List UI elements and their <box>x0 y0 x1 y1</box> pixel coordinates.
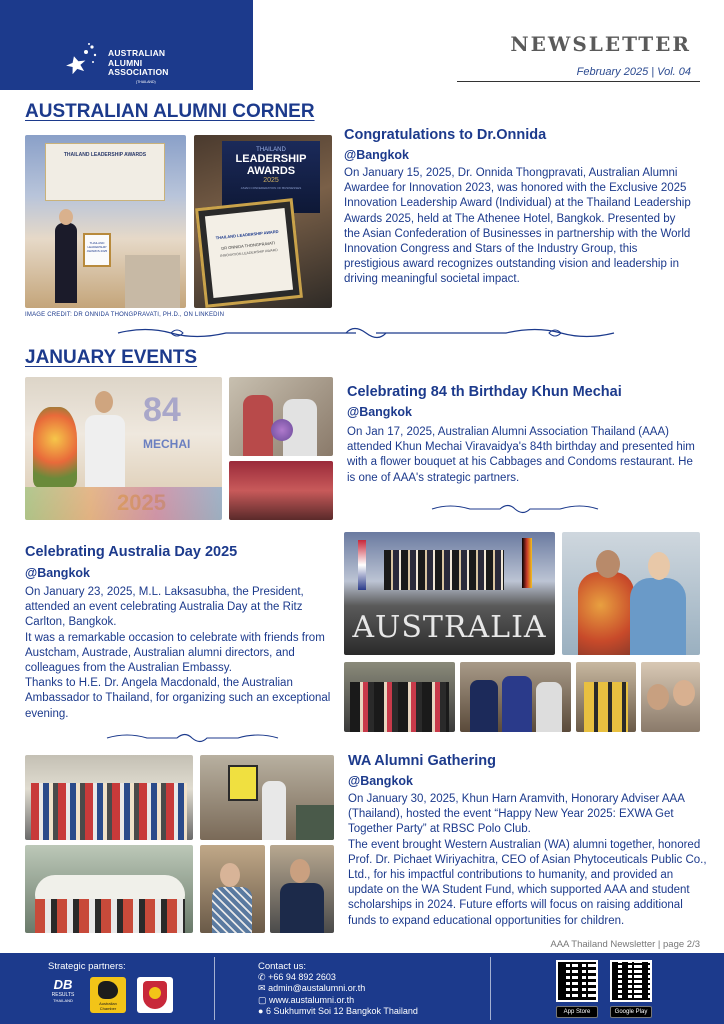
certificate-paper <box>205 208 293 298</box>
award-frame <box>83 233 111 267</box>
photo-australia-day-guests-1 <box>344 662 455 732</box>
partner-logo-pda[interactable] <box>137 977 173 1013</box>
email-text: admin@austalumni.or.th <box>268 983 366 994</box>
ornament-divider <box>430 501 600 517</box>
page-number: AAA Thailand Newsletter | page 2/3 <box>550 939 700 950</box>
photo-wa-honoree <box>200 845 265 933</box>
photo-wa-dinner <box>25 845 193 933</box>
article-location-wa: @Bangkok <box>348 774 413 788</box>
article-body-australia-day <box>25 585 335 722</box>
photo-australia-day-selfie <box>641 662 700 732</box>
contact-label: Contact us: <box>258 961 307 972</box>
guests-row <box>384 550 504 590</box>
article-location-mechai: @Bangkok <box>347 405 412 419</box>
mechai-figure <box>85 415 125 487</box>
qr-pattern <box>558 962 596 1000</box>
website-text: www.austalumni.or.th <box>269 994 355 1005</box>
paragraph: On January 30, 2025, Khun Harn Aramvith, Honorary Adviser AAA (Thailand), hosted the event “Happy New Year 2025: EXWA Get Together Party” at RBSC Polo Club. <box>348 793 685 836</box>
phone-text: +66 94 892 2603 <box>268 972 336 982</box>
stage-table <box>125 255 180 308</box>
qr-code-google-play[interactable] <box>610 960 652 1002</box>
article-body-wa <box>348 792 708 929</box>
guests-row <box>350 682 449 732</box>
footer <box>0 953 724 1024</box>
guests-row <box>31 783 187 840</box>
article-title-mechai: Celebrating 84 th Birthday Khun Mechai <box>347 384 622 400</box>
stage-banner <box>45 143 165 201</box>
awardee-head <box>59 209 73 225</box>
article-title-wa: WA Alumni Gathering <box>348 753 496 769</box>
balloon-84: 84 <box>143 391 181 429</box>
certificate-name: DR ONNIDA THONGPRAVATI <box>221 240 276 251</box>
paragraph: On January 23, 2025, M.L. Laksasubha, the President, attended an event celebrating Australia Day at the Ritz Carlton, Bangkok. <box>25 586 304 629</box>
ornament-divider <box>105 730 280 746</box>
db-logo-letters: DB <box>53 977 73 992</box>
guest-figure <box>502 676 532 732</box>
flowers-foreground <box>25 487 222 520</box>
photo-mechai-bouquet <box>229 377 333 456</box>
logo-line-1: AUSTRALIAN <box>108 48 166 58</box>
board-strip: ASIAN CONFEDERATION OF BUSINESSES <box>240 186 302 190</box>
certificate-award: INNOVATION LEADERSHIP AWARD <box>219 247 278 259</box>
mechai-head <box>95 391 113 413</box>
guest-head <box>647 684 669 710</box>
honoree-head <box>220 863 240 887</box>
photo-mechai-group <box>229 461 333 520</box>
board-line-1: THAILAND <box>256 147 286 153</box>
guest-figure <box>578 572 634 655</box>
db-logo-line: RESULTS <box>51 992 75 998</box>
issue-line: February 2025 | Vol. 04 <box>576 66 691 78</box>
newsletter-title: NEWSLETTER <box>510 32 691 56</box>
presenter-figure <box>280 883 324 933</box>
emblem-icon <box>149 987 161 999</box>
speaker-figure <box>262 781 286 840</box>
balloon-mechai: MECHAI <box>143 437 191 451</box>
australia-sign: AUSTRALIA <box>352 610 547 645</box>
footer-divider <box>214 957 215 1020</box>
bouquet <box>271 419 293 441</box>
article-title-onnida: Congratulations to Dr.Onnida <box>344 127 547 143</box>
mail-icon: ✉ <box>258 983 266 994</box>
flag-aboriginal <box>522 538 532 588</box>
presenter-head <box>290 859 310 883</box>
photo-award-board <box>194 135 332 308</box>
db-logo-country: THAILAND <box>53 998 73 1003</box>
flag-thai <box>358 540 366 590</box>
photo-wa-speaker-board <box>200 755 334 840</box>
ornament-divider <box>116 322 616 344</box>
photo-australia-day-portrait <box>562 532 700 655</box>
logo-line-2: ALUMNI <box>108 57 143 68</box>
contact-list <box>258 972 418 1018</box>
board-line-2: LEADERSHIP <box>235 153 307 165</box>
qr-code-app-store[interactable] <box>556 960 598 1002</box>
ambassador-head <box>648 552 670 580</box>
logo-stars-icon <box>62 42 98 74</box>
photo-award-stage <box>25 135 186 308</box>
paragraph: Thanks to H.E. Dr. Angela Macdonald, the Australian Ambassador to Thailand, for organizing such an exceptional evening. <box>25 677 331 720</box>
guest-figure <box>470 680 498 732</box>
guest-head <box>596 550 620 578</box>
photo-australia-day-guests-3 <box>576 662 636 732</box>
contact-email[interactable] <box>258 983 418 994</box>
photo-wa-group <box>25 755 193 840</box>
display-board <box>228 765 258 801</box>
phone-icon: ✆ <box>258 972 266 982</box>
partner-logo-db-results[interactable] <box>48 977 78 1013</box>
seated-guests <box>296 805 334 840</box>
logo-text <box>108 49 169 78</box>
partner-logo-austcham[interactable] <box>90 977 126 1013</box>
logo-subtitle: (THAILAND) <box>136 80 156 84</box>
header-divider <box>457 81 700 82</box>
article-location-onnida: @Bangkok <box>344 148 409 162</box>
paragraph: The event brought Western Australian (WA) alumni together, honored Prof. Dr. Pichaet Wiriyachitra, CEO of Asian Phytoceuticals Public Co., Ltd., for his impactful contributions to humanity, and provided an update on the WA Student Fund, which supported AAA and student scholarships in 2024. Future efforts will focus on raising additional funds to expand educational opportunities for children. <box>348 838 707 927</box>
contact-phone[interactable] <box>258 972 418 983</box>
certificate-frame <box>195 198 303 308</box>
honoree-figure <box>212 887 252 933</box>
guest-head <box>673 680 695 706</box>
footer-divider <box>490 957 491 1020</box>
guest-figure <box>536 682 562 732</box>
partners-label: Strategic partners: <box>48 961 126 972</box>
australia-map-icon <box>98 981 118 999</box>
logo-line-3: ASSOCIATION <box>108 67 169 77</box>
photo-wa-presenter <box>270 845 334 933</box>
contact-website[interactable] <box>258 995 418 1006</box>
article-body-onnida: On January 15, 2025, Dr. Onnida Thongpravati, Australian Alumni Awardee for Innovation 2023, was honored with the Exclusive 2025 Innovation Leadership Award (Individual) at the Thailand Leadership Awards 2025, held at The Athenee Hotel, Bangkok. Presented by the Asian Confederation of Businesses in partnership with the World Innovation Congress and Stars of the Industry Group, this prestigious award recognizes outstanding vision and leadership in driving meaningful societal impact. <box>344 167 691 286</box>
flower-tower <box>33 407 77 487</box>
certificate-title: THAILAND LEADERSHIP AWARD <box>215 228 279 241</box>
image-credit: IMAGE CREDIT: DR ONNIDA THONGPRAVATI, PH.D., ON LINKEDIN <box>25 312 225 318</box>
photo-mechai-birthday <box>25 377 222 520</box>
photo-australia-day-stage <box>344 532 555 655</box>
board-line-3: AWARDS <box>246 165 296 177</box>
banner-text: THAILAND LEADERSHIP AWARDS <box>63 152 147 158</box>
qr-pattern <box>612 962 650 1000</box>
awardee-figure <box>55 223 77 303</box>
section-title-alumni-corner: AUSTRALIAN ALUMNI CORNER <box>25 101 315 122</box>
address-text: 6 Sukhumvit Soi 12 Bangkok Thailand <box>265 1006 418 1017</box>
article-location-australia-day: @Bangkok <box>25 566 90 580</box>
board-year: 2025 <box>263 177 279 184</box>
guests-row <box>584 682 628 732</box>
austcham-text: Australian Chamber <box>99 1001 117 1011</box>
computer-icon: ▢ <box>258 994 267 1005</box>
google-play-badge[interactable]: Google Play <box>610 1006 652 1018</box>
contact-address <box>258 1006 418 1017</box>
article-body-mechai: On Jan 17, 2025, Australian Alumni Association Thailand (AAA) attended Khun Mechai Viravaidya's 84th birthday and presented him with a flower bouquet at his Cabbages and Condoms restaurant. He is one of AAA's strategic partners. <box>347 426 695 484</box>
section-title-january-events: JANUARY EVENTS <box>25 347 198 368</box>
ambassador-figure <box>630 578 686 655</box>
guest-figure <box>243 395 273 456</box>
app-store-badge[interactable]: App Store <box>556 1006 598 1018</box>
paragraph: It was a remarkable occasion to celebrate with friends from Austcham, Austrade, Australian alumni directors, and colleagues from the Australian Embassy. <box>25 631 325 675</box>
guests-row <box>35 899 185 933</box>
article-title-australia-day: Celebrating Australia Day 2025 <box>25 544 238 560</box>
photo-australia-day-guests-2 <box>460 662 571 732</box>
location-pin-icon: ● <box>258 1006 264 1017</box>
award-frame-text: THAILAND LEADERSHIP AWARDS 2025 <box>86 241 108 253</box>
